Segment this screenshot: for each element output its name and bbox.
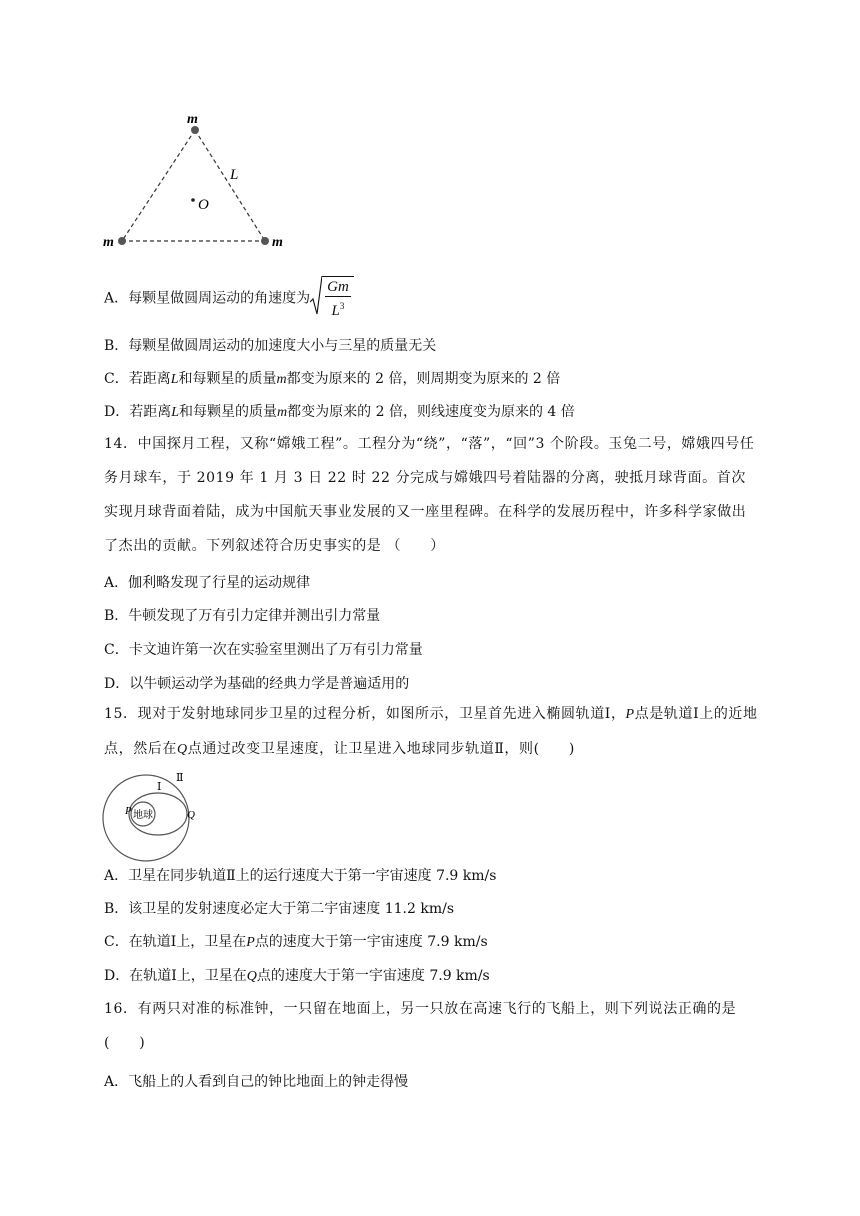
q15-c-text-2: 点的速度大于第一宇宙速度 7.9 km/s <box>254 934 488 950</box>
q16-option-a: A．飞船上的人看到自己的钟比地面上的钟走得慢 <box>104 1074 409 1090</box>
q13-c-text-2: 和每颗星的质量 <box>178 371 277 387</box>
three-star-figure <box>95 108 395 258</box>
q15-stem-var-Q: Q <box>177 742 188 757</box>
radical-sign-icon <box>310 276 322 316</box>
star-top <box>191 126 199 134</box>
label-m-top: m <box>187 112 198 127</box>
star-right <box>261 237 269 245</box>
q14-option-b: B．牛顿发现了万有引力定律并测出引力常量 <box>104 608 381 624</box>
q13-c-text-3: 都变为原来的 2 倍，则周期变为原来的 2 倍 <box>286 371 561 387</box>
q15-option-c <box>104 932 488 953</box>
q14-stem: 14．中国探月工程，又称“嫦娥工程”。工程分为“绕”，“落”，“回”3 个阶段。玉兔二号，嫦娥四号任务月球车，于 2019 年 1 月 3 日 22 时 22 分完成与嫦娥四号着陆器的分离，驶抵月球背面。首次实现月球背面着陆，成为中国航天事业发展的又一座里程碑。在科学的发展历程中，许多科学家做出了杰出的贡献。下列叙述符合历史事实的是 （ ） <box>104 436 755 554</box>
q15-d-text-1: D．在轨道Ⅰ上，卫星在 <box>104 968 247 984</box>
label-L: L <box>230 167 239 183</box>
q15-option-a: A．卫星在同步轨道Ⅱ上的运行速度大于第一宇宙速度 7.9 km/s <box>104 868 497 884</box>
triangle-side-right <box>195 130 265 241</box>
q13-option-a <box>104 276 354 320</box>
q13-d-var-m: m <box>277 405 288 420</box>
center-point <box>191 198 195 202</box>
label-orbit-2: Ⅱ <box>176 772 184 784</box>
sqrt-formula <box>310 276 354 321</box>
q15-d-var-Q: Q <box>246 969 257 984</box>
q13-d-text-2: 和每颗星的质量 <box>179 404 278 420</box>
label-m-left: m <box>103 235 114 250</box>
q13-option-a-text: A．每颗星做圆周运动的角速度为 <box>104 290 311 307</box>
q15-c-var-P: P <box>246 935 255 950</box>
q14-option-a: A．伽利略发现了行星的运动规律 <box>104 575 311 591</box>
fraction-numerator: Gm <box>327 279 349 295</box>
q13-d-text-3: 都变为原来的 2 倍，则线速度变为原来的 4 倍 <box>287 404 575 420</box>
q15-d-text-2: 点的速度大于第一宇宙速度 7.9 km/s <box>256 968 490 984</box>
q15-c-text-1: C．在轨道Ⅰ上，卫星在 <box>104 934 247 950</box>
fraction-denominator: L <box>331 303 340 319</box>
orbit-figure <box>100 770 210 870</box>
star-left <box>118 237 126 245</box>
q13-c-var-m: m <box>276 372 287 387</box>
q15-stem-text-2: 点是轨道Ⅰ上的近地点，然后在 <box>104 706 758 757</box>
label-P: P <box>125 805 132 817</box>
q13-option-c <box>104 369 560 390</box>
label-O: O <box>198 197 209 213</box>
label-m-right: m <box>272 235 283 250</box>
q15-stem-text-3: 点通过改变卫星速度，让卫星进入地球同步轨道Ⅱ，则( ) <box>187 741 575 757</box>
q15-stem <box>104 697 760 767</box>
q13-c-var-L: L <box>170 372 179 387</box>
q15-stem-var-P: P <box>625 707 635 722</box>
label-Q: Q <box>187 809 195 821</box>
q13-option-d <box>104 402 575 423</box>
label-orbit-1: Ⅰ <box>157 781 162 793</box>
q15-stem-text-1: 15．现对于发射地球同步卫星的过程分析，如图所示，卫星首先进入椭圆轨道Ⅰ， <box>104 706 626 722</box>
q13-d-var-L: L <box>171 405 180 420</box>
q13-c-text-1: C．若距离 <box>104 371 171 387</box>
q15-option-d <box>104 966 490 987</box>
earth-label: 地球 <box>133 810 153 821</box>
q13-d-text-1: D．若距离 <box>104 404 172 420</box>
triangle-side-left <box>122 130 195 241</box>
q13-option-b: B．每颗星做圆周运动的加速度大小与三星的质量无关 <box>104 338 437 354</box>
q14-option-d: D．以牛顿运动学为基础的经典力学是普遍适用的 <box>104 676 410 692</box>
q16-stem: 16．有两只对准的标准钟，一只留在地面上，另一只放在高速飞行的飞船上，则下列说法正确的是( ) <box>104 1001 737 1051</box>
q15-option-b: B．该卫星的发射速度必定大于第二宇宙速度 11.2 km/s <box>104 901 455 917</box>
q14-option-c: C．卡文迪许第一次在实验室里测出了万有引力常量 <box>104 642 423 658</box>
fraction-exponent: 3 <box>339 301 345 311</box>
